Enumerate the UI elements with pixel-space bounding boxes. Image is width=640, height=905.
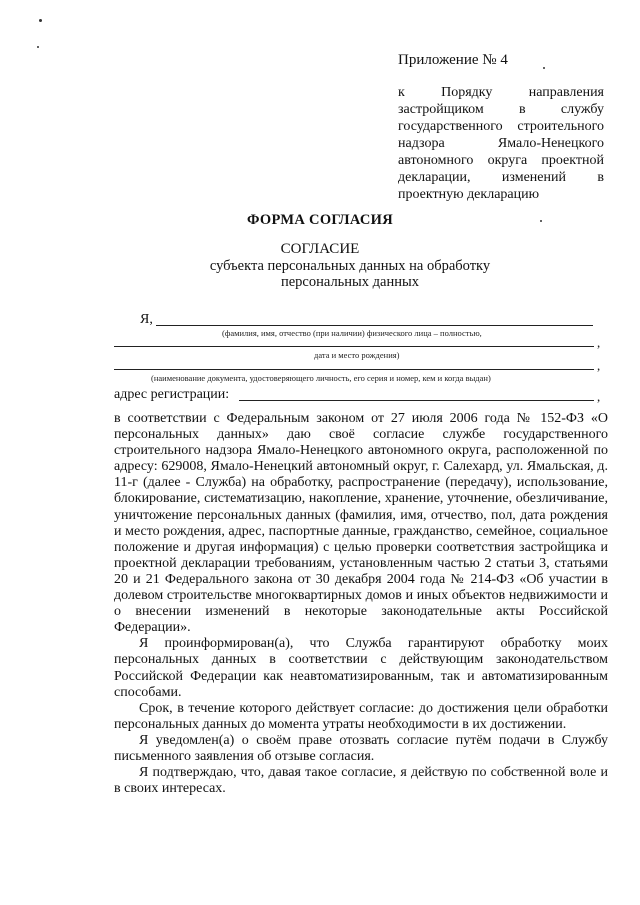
consent-paragraph: Я проинформирован(а), что Служба гарантируют обработку моих персональных данных в соответствии с действующим законодательством Российской Федерации как неавтоматизированным, так и автоматизированным способами. — [114, 636, 608, 700]
name-field-caption: (фамилия, имя, отчество (при наличии) физического лица – полностью, — [222, 328, 482, 338]
scan-speck — [543, 67, 545, 69]
document-field-line[interactable] — [114, 369, 594, 370]
scan-speck — [39, 19, 42, 22]
address-label: адрес регистрации: — [114, 387, 230, 402]
i-label: Я, — [140, 312, 153, 327]
document-field-caption: (наименование документа, удостоверяющего личность, его серия и номер, кем и когда выдан) — [151, 373, 491, 383]
consent-body — [114, 411, 608, 797]
consent-title: СОГЛАСИЕ — [280, 241, 360, 257]
appendix-reference: к Порядку направления застройщиком в службу государственного строительного надзора Ямало-Ненецкого автономного округа проектной декларации, изменений в проектную декларацию — [398, 85, 604, 202]
consent-paragraph: Я уведомлен(а) о своём праве отозвать согласие путём подачи в Службу письменного заявления об отзыве согласия. — [114, 732, 608, 764]
appendix-title: Приложение № 4 — [398, 52, 508, 68]
address-field-line[interactable] — [239, 400, 594, 401]
birth-field-comma: , — [597, 335, 601, 350]
consent-paragraph: Я подтверждаю, что, давая такое согласие, я действую по собственной воле и в своих интересах. — [114, 765, 608, 797]
name-field-line[interactable] — [156, 325, 593, 326]
birth-field-line[interactable] — [114, 346, 594, 347]
scan-speck — [37, 46, 39, 48]
consent-paragraph: Срок, в течение которого действует согласие: до достижения цели обработки персональных данных до момента утраты необходимости в их достижении. — [114, 700, 608, 732]
address-field-comma: , — [597, 389, 601, 404]
consent-subtitle: субъекта персональных данных на обработку персональных данных — [209, 258, 491, 290]
consent-paragraph: в соответствии с Федеральным законом от 27 июля 2006 года № 152-ФЗ «О персональных данных» даю своё согласие службе государственного строительного надзора Ямало-Ненецкого автономного округа, расположенной по адресу: 629008, Ямало-Ненецкий автономный округ, г. Салехард, ул. Ямальская, д. 11-г (далее - Служба) на обработку, распространение (передачу), использование, блокирование, систематизацию, накопление, хранение, уточнение, обезличивание, уничтожение персональных данных (фамилия, имя, отчество, пол, дата рождения и место рождения, адрес, паспортные данные, гражданство, семейное, социальное положение и другая информация) с целью проверки соответствия застройщика и проектной декларации требованиям, установленным частью 2 статьи 3, статьями 20 и 21 Федерального закона от 30 декабря 2004 года № 214-ФЗ «Об участии в долевом строительстве многоквартирных домов и иных объектов недвижимости и о внесении изменений в некоторые законодательные акты Российской Федерации». — [114, 411, 608, 636]
form-title: ФОРМА СОГЛАСИЯ — [246, 212, 394, 228]
document-field-comma: , — [597, 358, 601, 373]
birth-field-caption: дата и место рождения) — [314, 350, 400, 360]
